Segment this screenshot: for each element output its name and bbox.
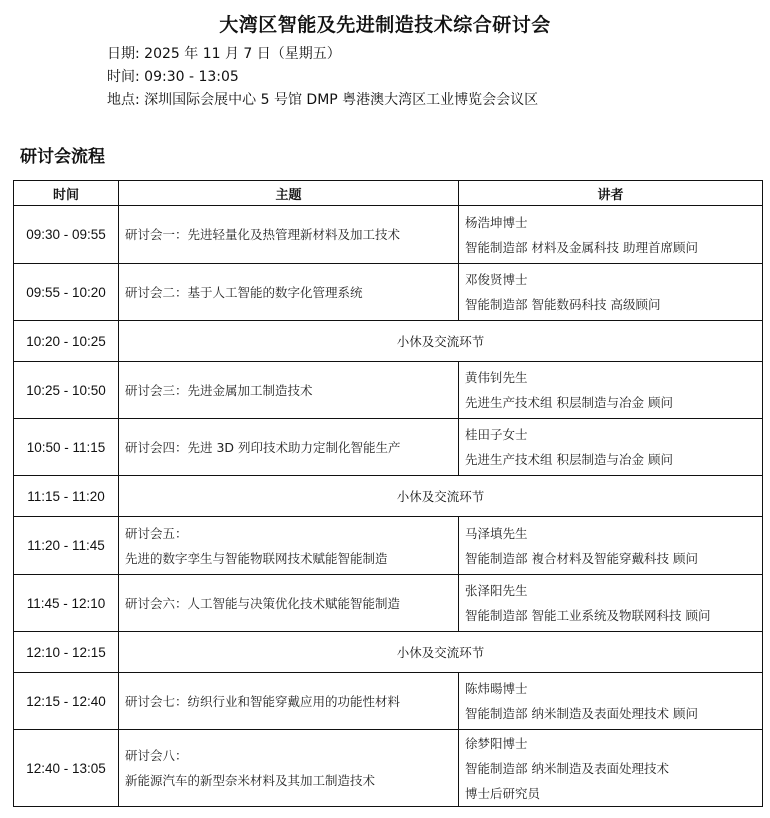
- speaker-name: 黄伟钊先生: [465, 370, 528, 385]
- topic-cell: [119, 575, 459, 632]
- time-cell: 10:25 - 10:50: [14, 362, 119, 419]
- break-row: [14, 321, 763, 362]
- time-cell: 10:20 - 10:25: [14, 321, 119, 362]
- speaker-name: 马泽填先生: [465, 525, 528, 541]
- speaker-cell: [459, 673, 763, 730]
- table-header-row: [14, 181, 763, 206]
- table-row: [14, 575, 763, 632]
- topic-line: 研讨会五：: [125, 525, 188, 541]
- info-label: 日期:: [107, 46, 140, 62]
- speaker-name: 杨浩坤博士: [465, 214, 528, 230]
- info-value: 深圳国际会展中心 5 号馆 DMP 粤港澳大湾区工业博览会会议区: [144, 92, 539, 108]
- header-topic: 主题: [119, 181, 459, 206]
- topic-line: 研讨会八：: [125, 748, 188, 763]
- topic-line: 研讨会六：人工智能与决策优化技术赋能智能制造: [125, 595, 401, 611]
- speaker-name: 陈炜暘博士: [465, 681, 528, 696]
- time-cell: 12:10 - 12:15: [14, 632, 119, 673]
- speaker-title: 智能制造部 智能工业系统及物联网科技 顾问: [465, 608, 711, 623]
- time-cell: 10:50 - 11:15: [14, 419, 119, 476]
- header-time: 时间: [14, 181, 119, 206]
- topic-line: 新能源汽车的新型奈米材料及其加工制造技术: [125, 773, 376, 788]
- topic-cell: [119, 730, 459, 807]
- speaker-title: 智能制造部 纳米制造及表面处理技术: [465, 760, 669, 776]
- table-row: [14, 206, 763, 264]
- speaker-name: 徐梦阳博士: [465, 735, 528, 751]
- speaker-title: 智能制造部 智能数码科技 高级顾问: [465, 297, 661, 312]
- topic-cell: [119, 419, 459, 476]
- page-title: 大湾区智能及先进制造技术综合研讨会: [219, 14, 551, 36]
- speaker-cell: [459, 730, 763, 807]
- topic-cell: [119, 362, 459, 419]
- topic-cell: [119, 673, 459, 730]
- time-cell: 12:40 - 13:05: [14, 730, 119, 807]
- break-row: [14, 632, 763, 673]
- speaker-cell: [459, 362, 763, 419]
- speaker-title: 智能制造部 纳米制造及表面处理技术 顾问: [465, 706, 698, 721]
- table-row: [14, 517, 763, 575]
- time-cell: 09:55 - 10:20: [14, 264, 119, 321]
- table-row: [14, 419, 763, 476]
- info-label: 地点:: [107, 92, 140, 108]
- info-date: [107, 43, 341, 63]
- time-cell: 11:15 - 11:20: [14, 476, 119, 517]
- speaker-name: 邓俊贤博士: [465, 272, 528, 287]
- topic-line: 研讨会三：先进金属加工制造技术: [125, 382, 313, 398]
- info-value: 2025 年 11 月 7 日（星期五）: [144, 46, 341, 62]
- break-cell: 小休及交流环节: [119, 632, 763, 673]
- info-time: [107, 66, 239, 86]
- info-label: 时间:: [107, 69, 140, 85]
- speaker-cell: [459, 419, 763, 476]
- break-cell: 小休及交流环节: [119, 321, 763, 362]
- topic-line: 研讨会一：先进轻量化及热管理新材料及加工技术: [125, 227, 401, 242]
- topic-line: 研讨会七：纺织行业和智能穿戴应用的功能性材料: [125, 693, 401, 709]
- time-cell: 12:15 - 12:40: [14, 673, 119, 730]
- speaker-cell: [459, 517, 763, 575]
- speaker-title: 博士后研究员: [465, 785, 541, 801]
- topic-line: 研讨会四：先进 3D 列印技术助力定制化智能生产: [125, 439, 401, 455]
- speaker-cell: [459, 206, 763, 264]
- break-row: [14, 476, 763, 517]
- time-cell: 11:45 - 12:10: [14, 575, 119, 632]
- speaker-cell: [459, 575, 763, 632]
- break-cell: 小休及交流环节: [119, 476, 763, 517]
- table-row: [14, 730, 763, 807]
- section-title: 研讨会流程: [20, 147, 105, 167]
- schedule-table: [13, 180, 763, 807]
- time-cell: 09:30 - 09:55: [14, 206, 119, 264]
- table-row: [14, 362, 763, 419]
- info-value: 09:30 - 13:05: [144, 69, 239, 85]
- topic-line: 先进的数字孪生与智能物联网技术赋能智能制造: [125, 550, 388, 566]
- header-speaker: 讲者: [459, 181, 763, 206]
- topic-cell: [119, 206, 459, 264]
- table-row: [14, 264, 763, 321]
- speaker-name: 张泽阳先生: [465, 583, 528, 598]
- speaker-cell: [459, 264, 763, 321]
- speaker-title: 先进生产技术组 积层制造与冶金 顾问: [465, 452, 673, 467]
- speaker-title: 智能制造部 材料及金属科技 助理首席顾问: [465, 239, 698, 255]
- time-cell: 11:20 - 11:45: [14, 517, 119, 575]
- topic-cell: [119, 517, 459, 575]
- table-row: [14, 673, 763, 730]
- speaker-name: 桂田子女士: [465, 427, 528, 442]
- speaker-title: 先进生产技术组 积层制造与冶金 顾问: [465, 395, 673, 410]
- topic-line: 研讨会二：基于人工智能的数字化管理系统: [125, 284, 363, 300]
- info-location: [107, 89, 538, 109]
- topic-cell: [119, 264, 459, 321]
- speaker-title: 智能制造部 複合材料及智能穿戴科技 顾问: [465, 550, 698, 566]
